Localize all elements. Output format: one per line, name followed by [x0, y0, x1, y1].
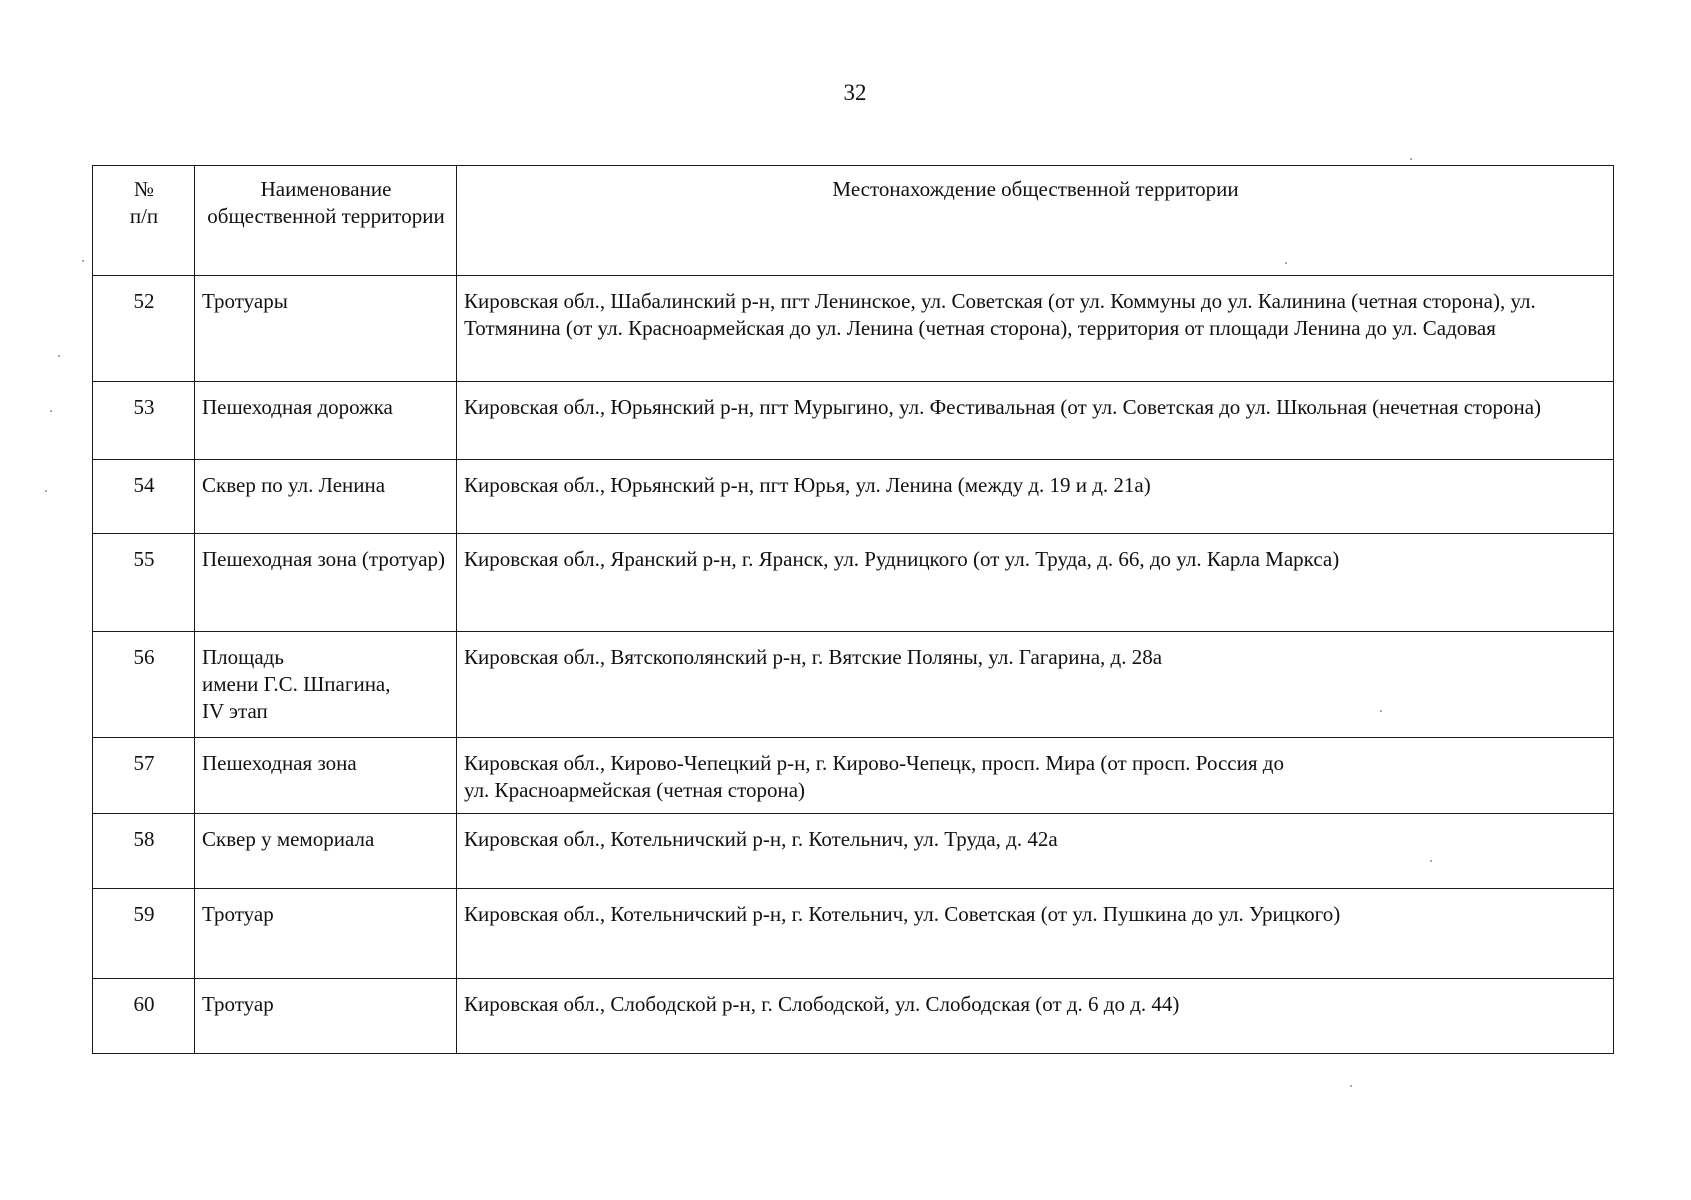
territory-name: Пешеходная дорожка	[195, 382, 457, 460]
column-header-location-label: Местонахождение общественной территории	[832, 177, 1239, 201]
territory-location: Кировская обл., Кирово-Чепецкий р-н, г. Кирово-Чепецк, просп. Мира (от просп. Россия до ул. Красноармейская (четная сторона)	[457, 738, 1614, 814]
row-number: 55	[93, 534, 195, 632]
page-number: 32	[843, 80, 867, 105]
territory-location: Кировская обл., Юрьянский р-н, пгт Мурыгино, ул. Фестивальная (от ул. Советская до ул. Школьная (нечетная сторона)	[457, 382, 1614, 460]
table-row	[93, 979, 1614, 1054]
scan-speck	[1350, 1085, 1352, 1087]
column-header-number	[93, 166, 195, 276]
column-header-name-label: Наименование общественной территории	[207, 177, 445, 228]
row-number: 53	[93, 382, 195, 460]
column-header-location	[457, 166, 1614, 276]
territory-name: Пешеходная зона (тротуар)	[195, 534, 457, 632]
scan-speck	[50, 410, 52, 412]
row-number: 59	[93, 889, 195, 979]
territory-name: Тротуары	[195, 276, 457, 382]
row-number: 58	[93, 814, 195, 889]
scan-speck	[1380, 710, 1382, 712]
territory-location: Кировская обл., Яранский р-н, г. Яранск, ул. Рудницкого (от ул. Труда, д. 66, до ул. Карла Маркса)	[457, 534, 1614, 632]
table-row	[93, 889, 1614, 979]
territory-name: Пешеходная зона	[195, 738, 457, 814]
scan-speck	[1410, 158, 1412, 160]
scan-speck	[1430, 860, 1432, 862]
scan-speck	[58, 355, 60, 357]
territory-location: Кировская обл., Шабалинский р-н, пгт Ленинское, ул. Советская (от ул. Коммуны до ул. Калинина (четная сторона), ул. Тотмянина (от ул. Красноармейская до ул. Ленина (четная сторона), территория от площади Ленина до ул. Садовая	[457, 276, 1614, 382]
row-number: 52	[93, 276, 195, 382]
row-number: 56	[93, 632, 195, 738]
territory-location: Кировская обл., Вятскополянский р-н, г. Вятские Поляны, ул. Гагарина, д. 28а	[457, 632, 1614, 738]
territory-location: Кировская обл., Слободской р-н, г. Слободской, ул. Слободская (от д. 6 до д. 44)	[457, 979, 1614, 1054]
table-row	[93, 460, 1614, 534]
table-row	[93, 814, 1614, 889]
territories-table	[92, 165, 1614, 1054]
row-number: 60	[93, 979, 195, 1054]
territory-name: Тротуар	[195, 889, 457, 979]
territory-name: Площадь имени Г.С. Шпагина, IV этап	[195, 632, 457, 738]
row-number: 54	[93, 460, 195, 534]
table-row	[93, 276, 1614, 382]
column-header-name	[195, 166, 457, 276]
territory-location: Кировская обл., Котельничский р-н, г. Котельнич, ул. Советская (от ул. Пушкина до ул. Урицкого)	[457, 889, 1614, 979]
scan-speck	[1285, 262, 1287, 264]
table-row	[93, 534, 1614, 632]
territory-location: Кировская обл., Котельничский р-н, г. Котельнич, ул. Труда, д. 42а	[457, 814, 1614, 889]
territory-name: Сквер по ул. Ленина	[195, 460, 457, 534]
row-number: 57	[93, 738, 195, 814]
table-row	[93, 738, 1614, 814]
territory-name: Сквер у мемориала	[195, 814, 457, 889]
table-row	[93, 632, 1614, 738]
scan-speck	[45, 490, 47, 492]
territory-name: Тротуар	[195, 979, 457, 1054]
table-row	[93, 382, 1614, 460]
scan-speck	[82, 260, 84, 262]
territory-location: Кировская обл., Юрьянский р-н, пгт Юрья, ул. Ленина (между д. 19 и д. 21а)	[457, 460, 1614, 534]
column-header-number-label: № п/п	[129, 177, 159, 228]
table-header-row	[93, 166, 1614, 276]
